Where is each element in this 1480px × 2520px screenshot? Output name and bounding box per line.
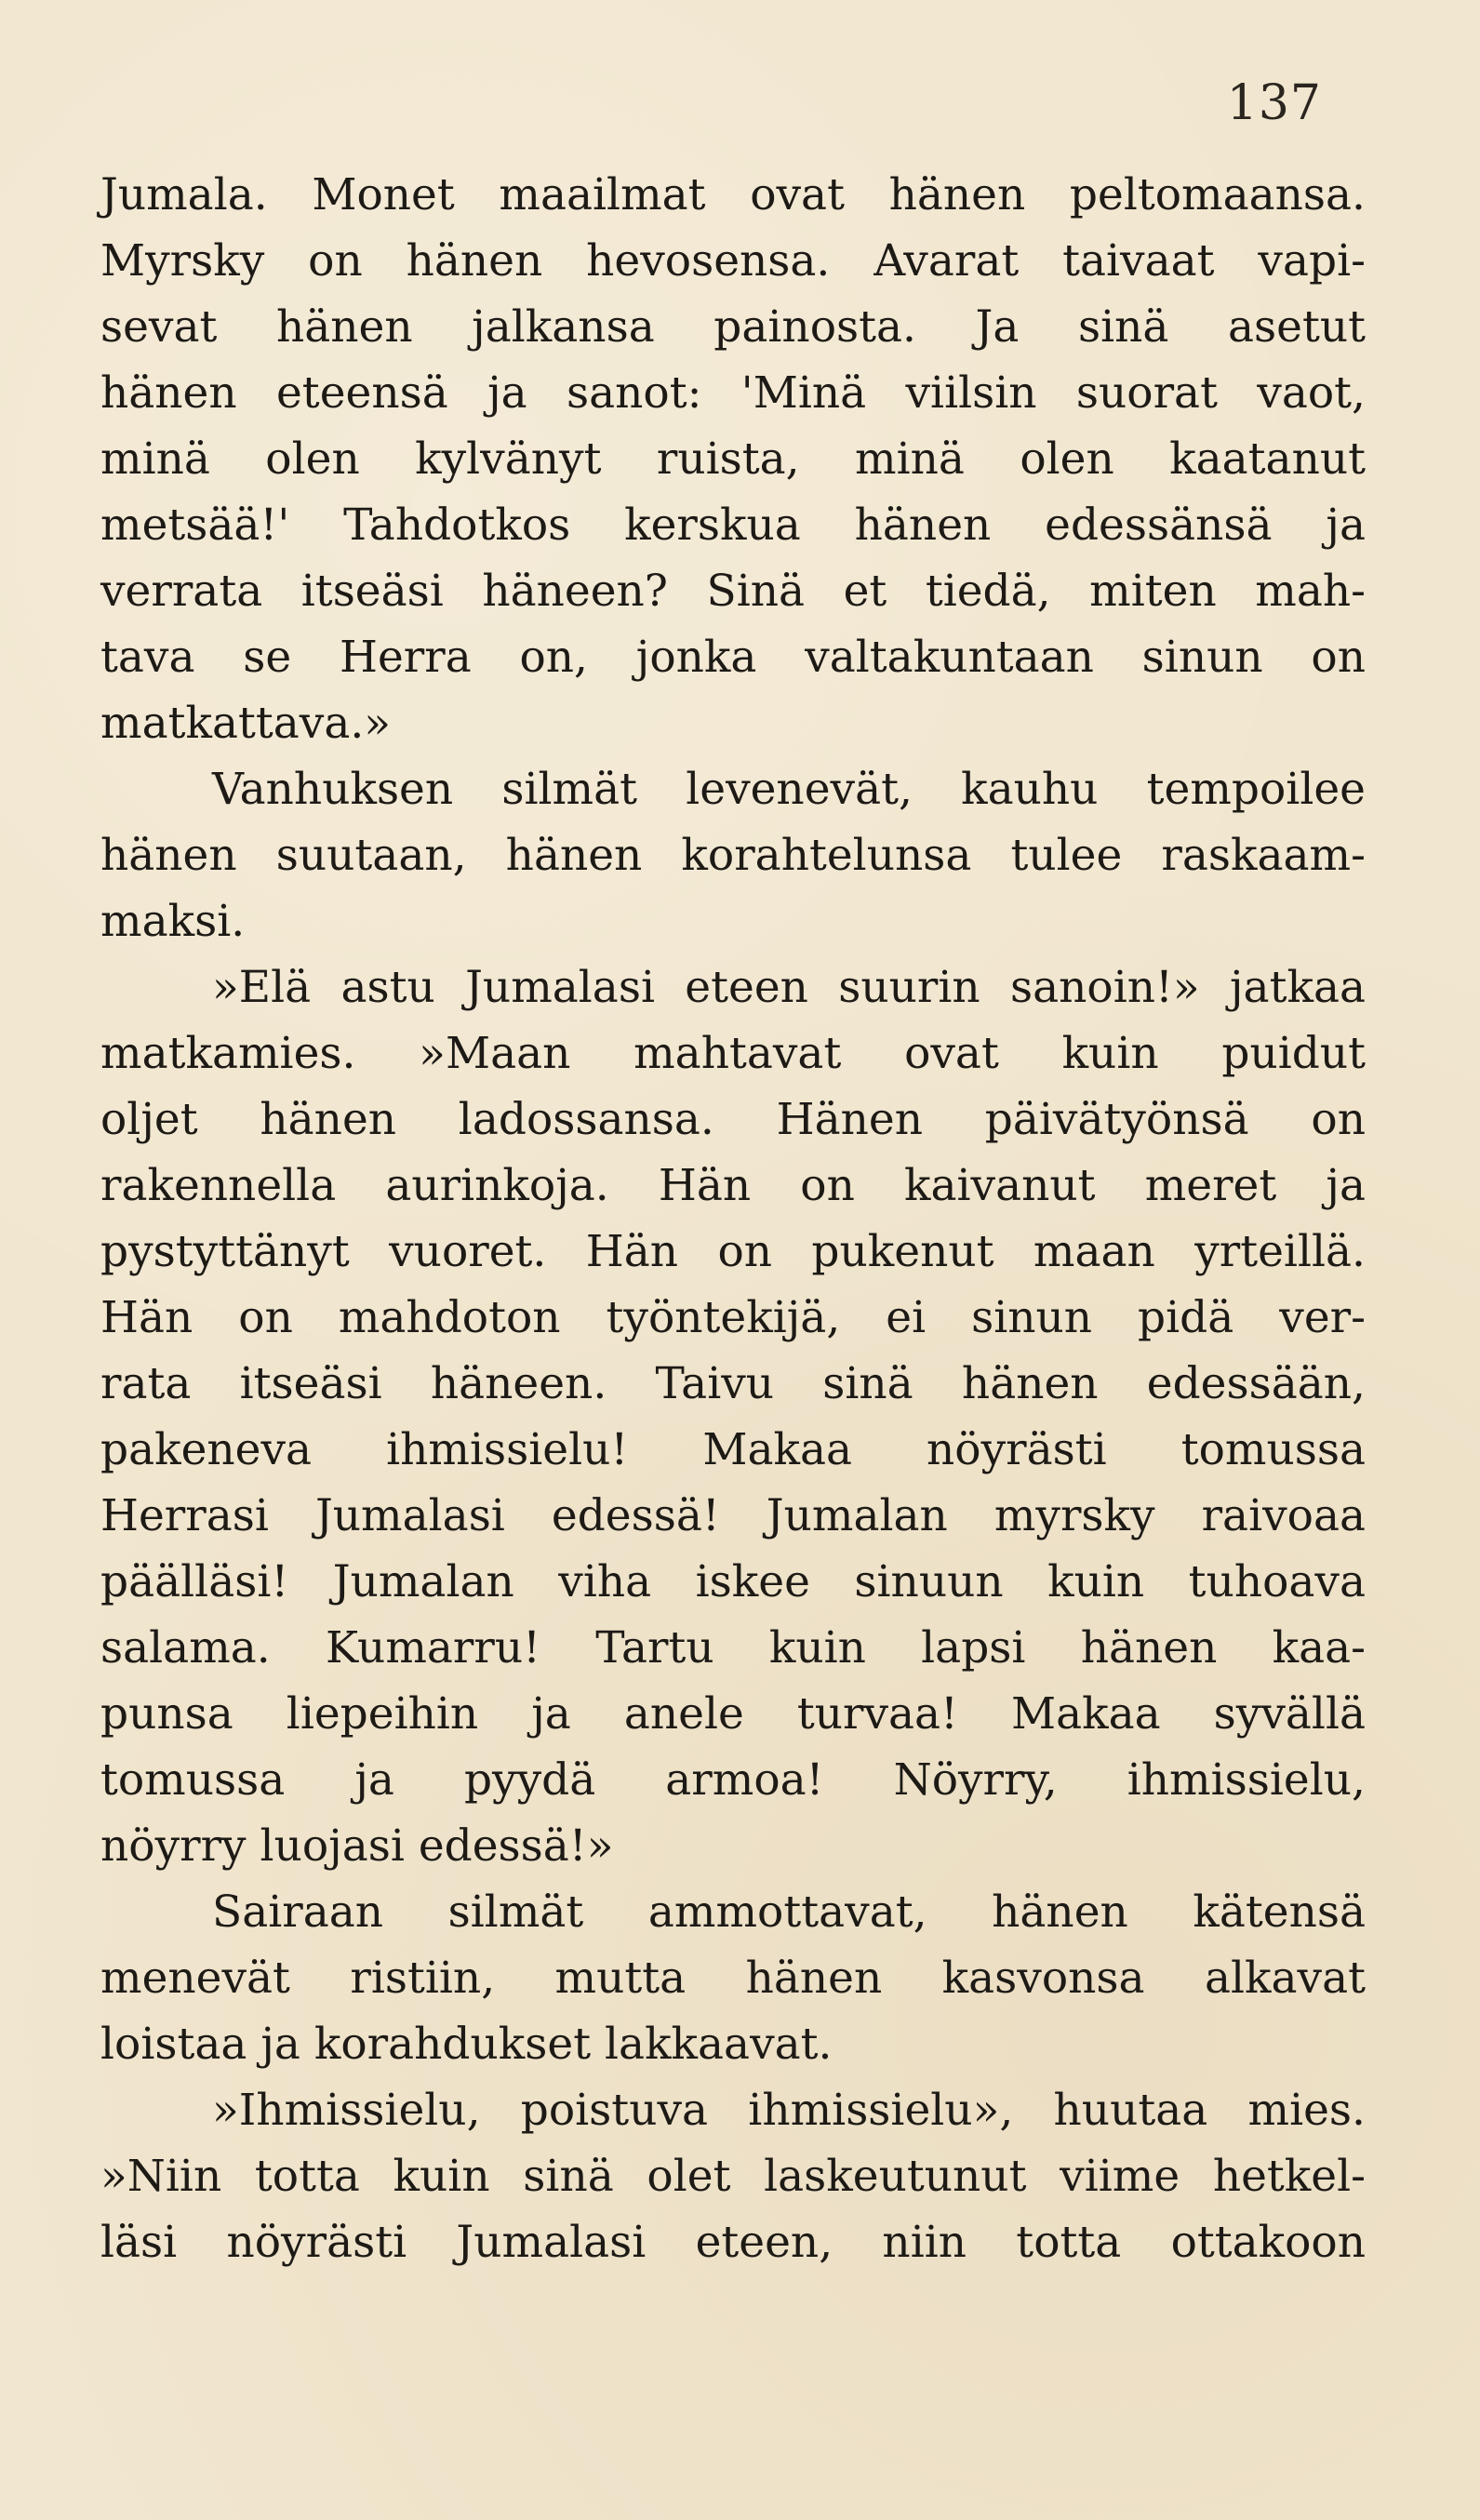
text-line: metsää!' Tahdotkos kerskua hänen edessänsä ja — [100, 500, 1366, 551]
text-line: hänen eteensä ja sanot: 'Minä viilsin suorat vaot, — [100, 367, 1366, 419]
text-line: läsi nöyrästi Jumalasi eteen, niin totta ottakoon — [100, 2217, 1366, 2268]
text-line: Vanhuksen silmät levenevät, kauhu tempoilee — [212, 764, 1366, 815]
text-line: punsa liepeihin ja anele turvaa! Makaa syvällä — [100, 1688, 1366, 1740]
text-line: matkamies. »Maan mahtavat ovat kuin puidut — [100, 1028, 1366, 1079]
text-line: tomussa ja pyydä armoa! Nöyrry, ihmissielu, — [100, 1754, 1366, 1806]
text-line: Hän on mahdoton työntekijä, ei sinun pidä ver- — [100, 1292, 1366, 1343]
text-line: päälläsi! Jumalan viha iskee sinuun kuin tuhoava — [100, 1556, 1366, 1607]
text-line: sevat hänen jalkansa painosta. Ja sinä asetut — [100, 301, 1366, 353]
text-line: maksi. — [100, 896, 246, 947]
page-number: 137 — [1226, 75, 1322, 131]
text-line: salama. Kumarru! Tartu kuin lapsi hänen kaa- — [100, 1622, 1366, 1673]
text-line: pakeneva ihmissielu! Makaa nöyrästi tomussa — [100, 1424, 1366, 1475]
text-line: tava se Herra on, jonka valtakuntaan sinun on — [100, 632, 1366, 683]
text-line: Herrasi Jumalasi edessä! Jumalan myrsky raivoaa — [100, 1490, 1366, 1541]
text-line: loistaa ja korahdukset lakkaavat. — [100, 2019, 833, 2070]
text-line: matkattava.» — [100, 698, 392, 749]
text-line: Jumala. Monet maailmat ovat hänen peltomaansa. — [100, 169, 1366, 220]
text-line: rata itseäsi häneen. Taivu sinä hänen edessään, — [100, 1358, 1366, 1409]
text-line: Myrsky on hänen hevosensa. Avarat taivaat vapi- — [100, 235, 1366, 287]
text-line: »Niin totta kuin sinä olet laskeutunut viime hetkel- — [100, 2151, 1366, 2202]
text-line: Sairaan silmät ammottavat, hänen kätensä — [212, 1887, 1366, 1938]
text-line: pystyttänyt vuoret. Hän on pukenut maan yrteillä. — [100, 1226, 1366, 1277]
text-line: verrata itseäsi häneen? Sinä et tiedä, miten mah- — [100, 566, 1366, 617]
text-line: »Elä astu Jumalasi eteen suurin sanoin!» jatkaa — [212, 962, 1366, 1013]
text-line: menevät ristiin, mutta hänen kasvonsa alkavat — [100, 1953, 1366, 2004]
text-line: oljet hänen ladossansa. Hänen päivätyönsä on — [100, 1094, 1366, 1145]
text-line: minä olen kylvänyt ruista, minä olen kaatanut — [100, 433, 1366, 485]
text-line: hänen suutaan, hänen korahtelunsa tulee raskaam- — [100, 830, 1366, 881]
text-line: »Ihmissielu, poistuva ihmissielu», huutaa mies. — [212, 2085, 1366, 2136]
page-text — [100, 162, 1366, 2275]
text-line: rakennella aurinkoja. Hän on kaivanut meret ja — [100, 1160, 1366, 1211]
text-line: nöyrry luojasi edessä!» — [100, 1820, 614, 1872]
